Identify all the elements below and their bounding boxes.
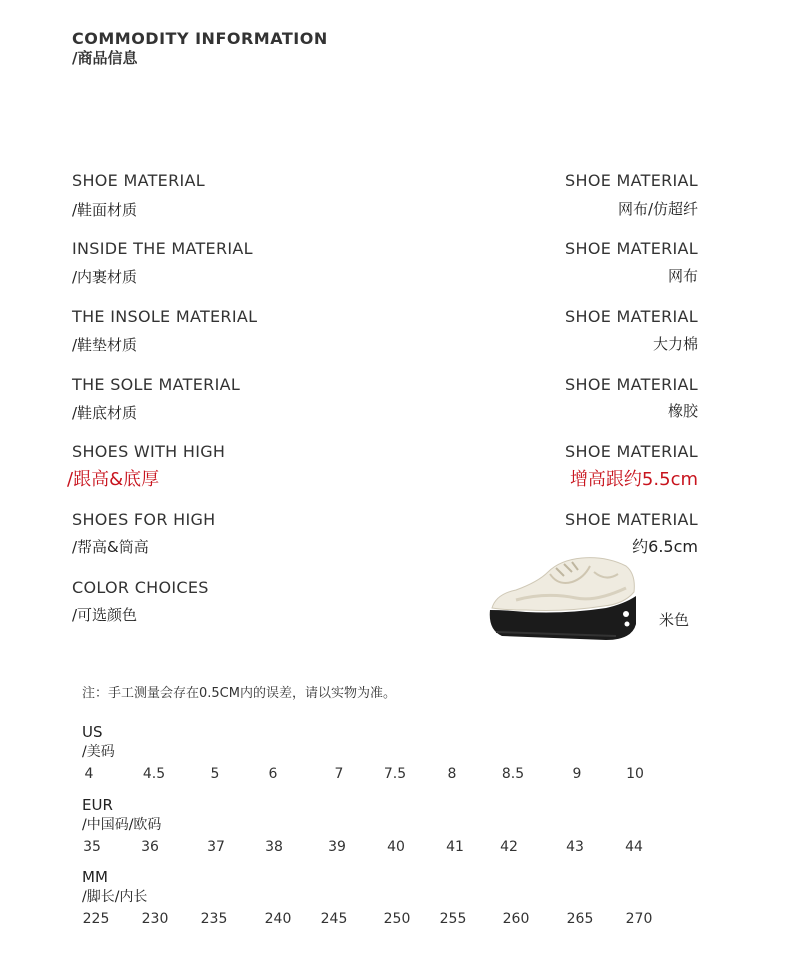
spec-value-cn-sole-material: 橡胶 <box>667 402 698 420</box>
spec-label-cn-insole-material: /鞋垫材质 <box>72 336 138 354</box>
size-cell: 255 <box>439 911 467 927</box>
size-cell: 4.5 <box>142 766 166 782</box>
size-cell: 8 <box>447 766 457 782</box>
spec-value-en-sole-material: SHOE MATERIAL <box>565 375 698 394</box>
size-row-mm <box>0 911 790 931</box>
spec-value-en-shoe-material: SHOE MATERIAL <box>565 171 698 190</box>
size-cell: 36 <box>141 839 159 855</box>
size-cell: 250 <box>383 911 411 927</box>
size-head-eur: EUR <box>82 796 113 814</box>
size-cell: 39 <box>328 839 346 855</box>
spec-label-cn-sole-material: /鞋底材质 <box>72 404 138 422</box>
size-row-eur <box>0 839 790 859</box>
spec-label-cn-shoe-material: /鞋面材质 <box>72 201 138 219</box>
measurement-note: 注：手工测量会存在0.5CM内的误差，请以实物为准。 <box>82 686 396 701</box>
size-head-us: US <box>82 723 103 741</box>
size-cell: 260 <box>502 911 530 927</box>
header-title-cn: /商品信息 <box>72 49 138 67</box>
spec-value-en-shaft-height: SHOE MATERIAL <box>565 510 698 529</box>
spec-label-en-inside-material: INSIDE THE MATERIAL <box>72 239 253 258</box>
spec-label-en-color: COLOR CHOICES <box>72 578 209 597</box>
spec-label-cn-heel-height: /跟高&底厚 <box>67 469 160 490</box>
size-cell: 7 <box>334 766 344 782</box>
size-sub-mm: /脚长/内长 <box>82 889 148 905</box>
size-cell: 41 <box>446 839 464 855</box>
size-cell: 35 <box>83 839 101 855</box>
size-row-us <box>0 766 790 786</box>
size-cell: 44 <box>625 839 643 855</box>
size-cell: 40 <box>387 839 405 855</box>
size-cell: 235 <box>200 911 228 927</box>
size-head-mm: MM <box>82 868 108 886</box>
spec-value-en-inside-material: SHOE MATERIAL <box>565 239 698 258</box>
spec-value-en-heel-height: SHOE MATERIAL <box>565 442 698 461</box>
size-cell: 240 <box>264 911 292 927</box>
size-sub-us: /美码 <box>82 744 115 760</box>
size-cell: 6 <box>268 766 278 782</box>
shoe-image <box>486 552 638 647</box>
size-cell: 10 <box>626 766 644 782</box>
size-cell: 37 <box>207 839 225 855</box>
size-sub-eur: /中国码/欧码 <box>82 817 162 833</box>
spec-value-cn-insole-material: 大力棉 <box>652 335 698 353</box>
spec-value-en-insole-material: SHOE MATERIAL <box>565 307 698 326</box>
spec-label-cn-color: /可选颜色 <box>72 606 138 624</box>
size-cell: 245 <box>320 911 348 927</box>
size-cell: 225 <box>82 911 110 927</box>
spec-label-cn-inside-material: /内裹材质 <box>72 268 138 286</box>
spec-label-en-insole-material: THE INSOLE MATERIAL <box>72 307 258 326</box>
spec-label-en-shaft-height: SHOES FOR HIGH <box>72 510 216 529</box>
size-cell: 270 <box>625 911 653 927</box>
spec-label-cn-shaft-height: /帮高&筒高 <box>72 538 149 556</box>
size-cell: 230 <box>141 911 169 927</box>
size-cell: 4 <box>84 766 94 782</box>
size-cell: 42 <box>500 839 518 855</box>
spec-value-cn-shaft-height: 约6.5cm <box>632 537 698 556</box>
size-cell: 43 <box>566 839 584 855</box>
spec-value-cn-inside-material: 网布 <box>667 267 698 285</box>
size-cell: 265 <box>566 911 594 927</box>
size-cell: 8.5 <box>501 766 525 782</box>
spec-label-en-sole-material: THE SOLE MATERIAL <box>72 375 241 394</box>
spec-label-en-heel-height: SHOES WITH HIGH <box>72 442 226 461</box>
header-title-en: COMMODITY INFORMATION <box>72 29 328 48</box>
size-cell: 7.5 <box>383 766 407 782</box>
spec-value-cn-shoe-material: 网布/仿超纤 <box>617 200 698 218</box>
size-cell: 9 <box>572 766 582 782</box>
spec-value-cn-heel-height: 增高跟约5.5cm <box>569 469 698 490</box>
spec-label-en-shoe-material: SHOE MATERIAL <box>72 171 205 190</box>
spec-value-cn-color: 米色 <box>658 611 689 629</box>
size-cell: 5 <box>210 766 220 782</box>
size-cell: 38 <box>265 839 283 855</box>
